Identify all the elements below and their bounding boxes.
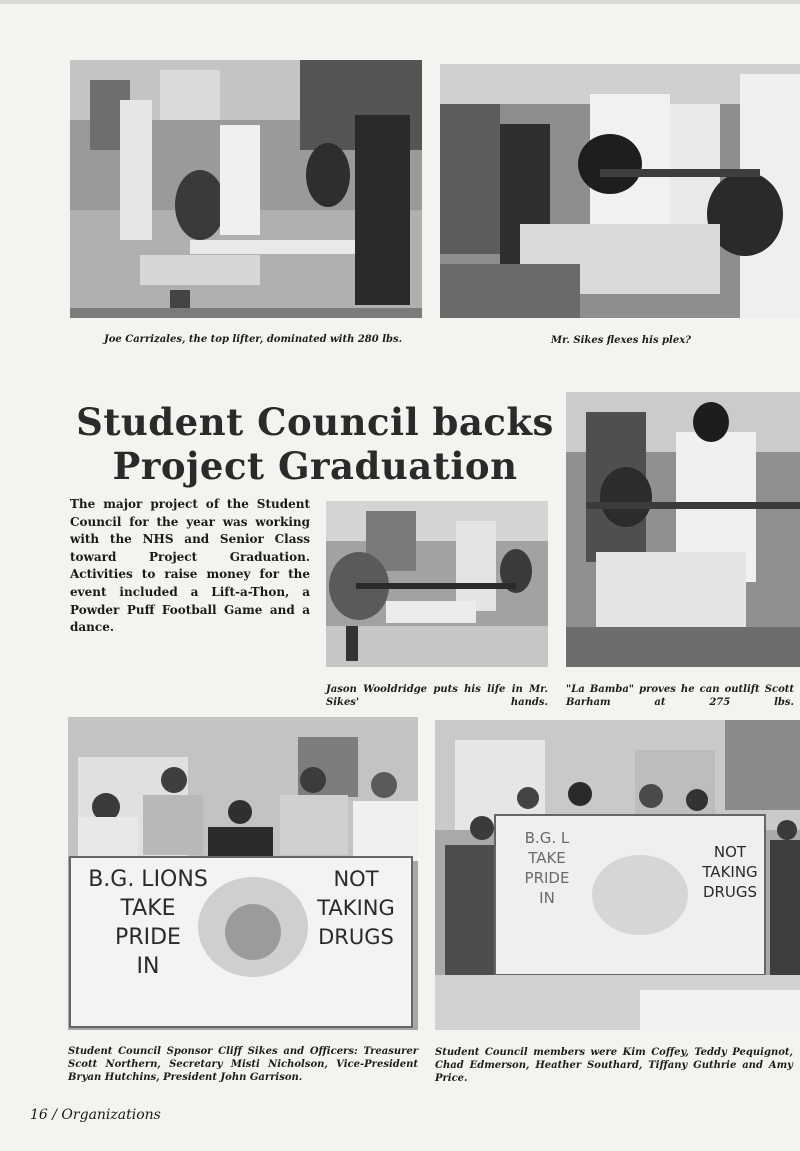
banner-right-text (306, 865, 406, 952)
banner-line: PRIDE (115, 925, 181, 950)
banner-line: NOT (713, 843, 747, 861)
banner-line: B.G. LIONS (88, 867, 208, 892)
caption-bottom-right: Student Council members were Kim Coffey, Teddy Pequignot, Chad Edmerson, Heather Southard, Tiffany Guthrie and Amy Price. (435, 1047, 793, 1084)
banner-line: IN (539, 889, 555, 907)
article-body: The major project of the Student Council for the year was working with the NHS and Senior Class toward Project Graduation. Activities to raise money for the event included a Lift-a-Thon, a Powder Puff Football Game and a dance. (70, 497, 310, 635)
caption-top-right: Mr. Sikes flexes his plex? (551, 335, 692, 346)
photo-student-council-members (435, 720, 800, 1030)
banner-line: DRUGS (702, 883, 758, 901)
caption-bottom-left: Student Council Sponsor Cliff Sikes and Officers: Treasurer Scott Northern, Secretary Misti Nicholson, Vice-President Bryan Hutchins, President John Garrison. (68, 1046, 418, 1083)
caption-top-left: Joe Carrizales, the top lifter, dominated with 280 lbs. (104, 334, 403, 345)
headline-line-2: Project Graduation (112, 444, 518, 488)
banner-right-text (685, 842, 775, 902)
headline-line-1: Student Council backs (76, 400, 554, 444)
banner-line: TAKE (120, 896, 176, 921)
banner-line: TAKE (528, 849, 566, 867)
photo-weightlifting-joe-carrizales (70, 60, 422, 318)
photo-weightlifting-mr-sikes (440, 64, 800, 318)
banner-line: TAKING (317, 896, 395, 920)
banner-left-text (78, 865, 218, 981)
headline (70, 400, 560, 488)
banner-left-text (507, 828, 587, 908)
caption-middle-right: "La Bamba" proves he can outlift Scott Barham at 275 lbs. (566, 684, 794, 708)
banner-line: TAKING (702, 863, 758, 881)
banner-line: PRIDE (524, 869, 570, 887)
photo-bench-press-la-bamba (566, 392, 800, 667)
page-top-edge (0, 0, 800, 4)
banner-line: IN (136, 954, 160, 979)
banner-line: DRUGS (318, 925, 394, 949)
photo-bench-press-jason-wooldridge (326, 501, 548, 667)
photo-student-council-officers (68, 717, 418, 1030)
caption-middle-center: Jason Wooldridge puts his life in Mr. Sikes' hands. (326, 684, 548, 708)
banner-line: NOT (333, 867, 379, 891)
banner-line: B.G. L (524, 829, 570, 847)
page-folio: 16 / Organizations (30, 1107, 161, 1123)
